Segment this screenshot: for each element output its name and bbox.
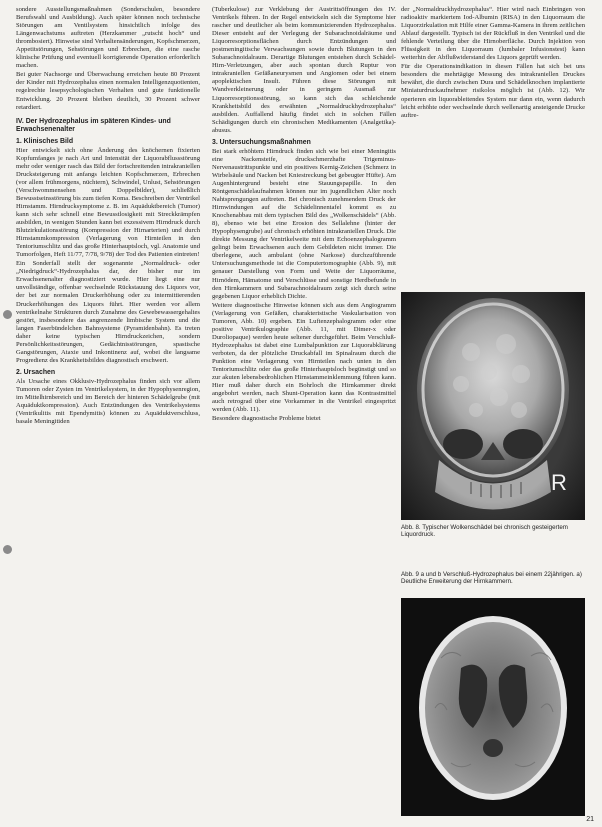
- paragraph: Besondere diagnostische Probleme bietet: [212, 415, 321, 423]
- text-column-2: [212, 6, 396, 424]
- subsection-heading: 3. Untersuchungsmaßnahmen: [212, 138, 311, 146]
- skull-xray-image: [401, 292, 585, 520]
- figure-caption: Abb. 9 a und b Verschluß-Hydrozephalus bei einem 22jährigen. a) Deutliche Erweiterung der Hirnkammern.: [401, 571, 582, 586]
- punch-hole: [3, 545, 12, 554]
- paragraph: Bei stark erhöhtem Hirndruck finden sich wie bei einer Meningitis eine Nackensteife, druckschmerzhafte Trigeminus-Nervenaustrittspunkte und ein positives Kernig-Zeichen (Schmerz in Wirbelsäule und Nacken bei Kniestreckung bei gebeugter Hüfte). Am Augenhintergrund besteht eine Stauungspapille. In den Röntgenschädelaufnahmen können nur im jugendlichen Alter noch Nahtsprengungen auftreten. Bei chronisch zunehmendem Druck der Hirnwindungen auf die Schädelinnentafel kommt es zu Knochenabbau mit dem typischen Bild des „Wolkenschädels“ (Abb. 8), ebenso wie bei eine Erosion des Sellalehne (hinter der Hypophysengrube) auf chronisch erhöhten intrakraniellen Druck. Die direkte Messung der Ventrikelweite mit dem Echoenzephalogramm gelingt beim Erwachsenen auch dem Gebildeten nicht immer. Die überlegene, auch ambulant (ohne Narkose) durchzuführende Untersuchungsmethode ist die Computertomographie (Abb. 9), mit genauer Darstellung von Form und Weite der Liquorräume, Hirnödem, Hämatome und Verschlüsse und sonstige Herdbefunde in den Hirnkammern und Subarachnoidalraum zeigt sich durch seine gegebenen Liquor erheblich Dichte.: [212, 147, 396, 300]
- punch-hole: [3, 310, 12, 319]
- ct-scan-figure: [401, 598, 585, 816]
- page-number: 21: [586, 816, 594, 823]
- paragraph: Als Ursache eines Okklusiv-Hydrozephalus finden sich vor allem Tumoren oder Zysten im Ventrikelsystem, in der Hypophysenregion, im Mittelhirnbereich und im Bereich der hinteren Schädelgrube (mit Aquäduktkompression). Auch Entzündungen des Ventrikelsystems (Ventrikulitis mit Ependymitis) können zu Aquäduktverschluss, basale Meningitiden: [16, 377, 200, 426]
- paragraph: (Tuberkulose) zur Verklebung der Austrittsöffnungen des IV. Ventrikels führen. In der Regel entwickeln sich die Symptome hier rascher und deutlicher als beim kommunizierenden Hydrozephalus. Dieser entsteht auf der Verlegung der Subarachnoidalräume und Liquorresorptionsflächen durch Entzündungen und postmeningitische Verwachsungen sowie durch Blutungen in den Subarachnoidalraum. Derartige Blutungen entstehen durch Schädel-Hirn-Verletzungen, aber auch spontan durch Ruptur von intrakraniellen Gefäßaneurysmen und Angiomen oder bei einem apoplektischen Insult. Führen diese Störungen mit Wandverkleinerung oder in geringem Ausmaß zur Liquorresorptionsstörung, so kann sich das schleichende Krankheitsbild des erwähnten „Normaldruckhydrozephalus“ ausbilden. Auffallend häufig findet sich in solchen Fällen Schädigungen durch ein chronischen Medikamenten (Analgetika)-abusus.: [212, 6, 396, 134]
- paragraph: Ein Sonderfall stellt der sogenannte „Normaldruck- oder „Niedrigdruck“-Hydrozephalus dar, der bisher nur im Erwachsenenalter diagnostiziert wurde. Hier liegt eine nur unvollständige, offenbar wechselnde Rückstauung des Liquors vor, der bei zur normalen Druckerhöhung oder zu intermittierenden Druckerhöhungen des Liquors führt. Hier werden vor allem ventrikelnahe Strukturen durch Zunahme des Gewebewassergehaltes gestört, insbesondere das angrenzende limbische System und die langen Faserbündelchen Bahnsysteme (Pyramidenbahn). Es treten daher keine typischen Hirndruckzeichen, sondern Persönlichkeitsstörungen, Gedächtnisstörungen, spastische Gangstörungen, Ataxie und Inkontinenz auf, wobei die langsame Progredienz des Krankheitsbildes diagnostisch erschwert.: [16, 260, 200, 364]
- text-column-1: [16, 6, 200, 427]
- paragraph: Für die Operationsindikation in diesen Fällen hat sich bei uns besonders die mehrtägige Messung des intrakraniellen Druckes bewährt, die durch zwischen Dura und Schädelknochen implantierte Miniaturdruckaufnehmer risikolos möglich ist (Abb. 12). Wir operieren ein liquorableitendes System nur dann ein, wenn dadurch leicht erhöhte oder wechselnde durch wellenartig ansteigende Drucke auftre-: [401, 63, 585, 119]
- paragraph: Hier entwickelt sich ohne Änderung des knöchernen fixierten Kopfumfanges je nach Art und Intensität der Liquorabflussstörung mehr oder weniger rasch das Bild der fortschreitenden intrakraniellen Drucksteigerung mit anfangs leichten Kopfschmerzen, Erbrechen (vor allem frühmorgens, nüchtern), Schwindel, Unlust, Sehstörungen (Verschwommensehen und Doppelbilder), schließlich Bewusstseinsstörung bis zum tiefen Koma. Beschreiben der Ventrikel Hirnstamm. Hirndrucksymptome z. B. im Aquäduktbereich (Tumor) kann sich sehr schnell eine Bewusstlosigkeit mit Streckkrämpfen ausbilden, in wenigen Stunden kann bei exzessivem Hirndruck durch Blutzirkulationsstörung (Kompression der Hirnarterien) und durch Hirnstammkompression (Verlagerung von Hirnteilen in den Tentoriumschlitz und das große Hinterhauptsloch, vgl. Anatomie und Tumorfolgen, Heft 11/77, 7/78, 9/78) der Tod des Patienten eintreten!: [16, 146, 200, 259]
- skull-xray-figure: [401, 292, 585, 520]
- paragraph: sondere Ausstellungsmaßnahmen (Sonderschulen, besondere Berufswahl und Ausbildung). Auch später können noch technische Störungen am Ventilsystem hinsichtlich infolge des Längenwachstums auftreten (Herzkammer „rutscht hoch“ und thrombosiert). Hinweise sind Verhaltensänderungen, Kopfschmerzen, Appetitstörungen, Sehstörungen und Erbrechen, die eine rasche klinische Prüfung und eventuell korrigierende Operation erforderlich machen.: [16, 6, 200, 70]
- figure-caption: Abb. 8. Typischer Wolkenschädel bei chronisch gesteigertem Liquordruck.: [401, 524, 568, 539]
- orientation-marker: R: [551, 470, 567, 495]
- paragraph: Weitere diagnostische Hinweise können sich aus dem Angiogramm (Verlagerung von Gefäßen, charakteristische Vaskularisation von Tumoren, Abb. 10) ergeben. Ein Luftenzephalogramm oder eine positive Ventrikulographie (Abb. 11, mit Dimer-x oder Duroliopaque) werden heute seltener durchgeführt. Beim Verschluß-Hydrozephalus ist dabei eine Lumbalpunktion zur Liquorabklärung verboten, da der plötzliche Druckabfall im Spinalraum durch die Punktion eine Verlagerung von Hirnteilen nach unten in den Tentoriumschlitz oder das große Hinterhauptsloch begünstigt und so zur akuten lebensbedrohlichen Hirnstammeinklemmung führen kann. Hier muß daher durch ein Bohrloch die Hirnkammer direkt angebohrt werden, nach Shunt-Operation kann das Kontrastmittel auch retrograd über eine Vorkammer in die Ventrikel eingespritzt werden (Abb. 11).: [212, 301, 396, 414]
- section-heading: IV. Der Hydrozephalus im späteren Kindes- und Erwachsenenalter: [16, 117, 171, 133]
- subsection-heading: 1. Klinisches Bild: [16, 137, 74, 145]
- text-column-3: [401, 6, 585, 121]
- ct-scan-image: [401, 598, 585, 816]
- paragraph: Bei guter Nachsorge und Überwachung erreichen heute 80 Prozent der Kinder mit Hydrozephalus einen normalen Intelligenzquotienten, regelrechte lesepsychologischen Verhalten und gute funktionelle Entwicklung. 20 Prozent bleiben deutlich, 30 Prozent schwer retardiert.: [16, 71, 200, 111]
- paragraph: der „Normaldruckhydrozephalus“. Hier wird nach Einbringen von radioaktiv markiertem Iod-Albumin (RISA) in den Liquorraum die Liquorzirkulation mit Hilfe einer Gamma-Kamera in ihrem zeitlichen Ablauf dargestellt. Typisch ist der Rückfluß in den Ventrikel und die fehlende Verteilung über die Hirnoberfläche. Durch Injektion von Flüssigkeit in den Liquorraum (lumbaler Infusionstest) kann weiterhin der Abflußwiderstand des Liquors geprüft werden.: [401, 6, 585, 62]
- subsection-heading: 2. Ursachen: [16, 368, 56, 376]
